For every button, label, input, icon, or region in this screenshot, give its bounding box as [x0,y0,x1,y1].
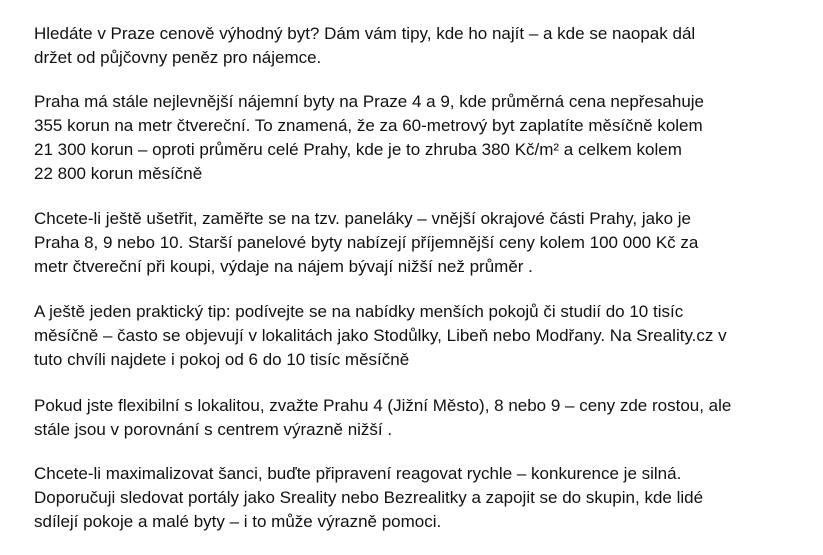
paragraph-line: držet od půjčovny peněz pro nájemce. [34,48,322,67]
paragraph-intro [34,22,695,70]
paragraph-line: metr čtvereční při koupi, výdaje na nájem bývají nižší než průměr . [34,257,533,276]
paragraph-small-rooms-tip [34,300,727,372]
paragraph-line: Praha 8, 9 nebo 10. Starší panelové byty nabízejí příjemnější ceny kolem 100 000 Kč za [34,233,699,252]
paragraph-prices-prague-4-9 [34,90,704,186]
paragraph-line: stále jsou v porovnání s centrem výrazně nižší . [34,420,393,439]
paragraph-line: A ještě jeden praktický tip: podívejte se na nabídky menších pokojů či studií do 10 tisíc [34,302,684,321]
paragraph-line: 355 korun na metr čtvereční. To znamená, že za 60-metrový byt zaplatíte měsíčně kolem [34,116,703,135]
paragraph-line: tuto chvíli najdete i pokoj od 6 do 10 tisíc měsíčně [34,350,410,369]
paragraph-line: 21 300 korun – oproti průměru celé Prahy, kde je to zhruba 380 Kč/m² a celkem kolem [34,140,682,159]
paragraph-maximize-chance [34,462,703,534]
paragraph-flexible-location [34,394,731,442]
paragraph-line: Hledáte v Praze cenově výhodný byt? Dám vám tipy, kde ho najít – a kde se naopak dál [34,24,696,43]
paragraph-line: Doporučuji sledovat portály jako Sreality nebo Bezrealitky a zapojit se do skupin, kde lidé [34,488,704,507]
paragraph-line: 22 800 korun měsíčně [34,164,203,183]
paragraph-line: Chcete-li maximalizovat šanci, buďte připravení reagovat rychle – konkurence je silná. [34,464,682,483]
paragraph-line: Chcete-li ještě ušetřit, zaměřte se na tzv. paneláky – vnější okrajové části Prahy, jako je [34,209,691,228]
paragraph-line: Pokud jste flexibilní s lokalitou, zvažte Prahu 4 (Jižní Město), 8 nebo 9 – ceny zde rostou, ale [34,396,732,415]
paragraph-line: sdílejí pokoje a malé byty – i to může výrazně pomoci. [34,512,442,531]
paragraph-line: měsíčně – často se objevují v lokalitách jako Stodůlky, Libeň nebo Modřany. Na Sreality.cz v [34,326,727,345]
paragraph-panel-houses [34,207,698,279]
paragraph-line: Praha má stále nejlevnější nájemní byty na Praze 4 a 9, kde průměrná cena nepřesahuje [34,92,705,111]
